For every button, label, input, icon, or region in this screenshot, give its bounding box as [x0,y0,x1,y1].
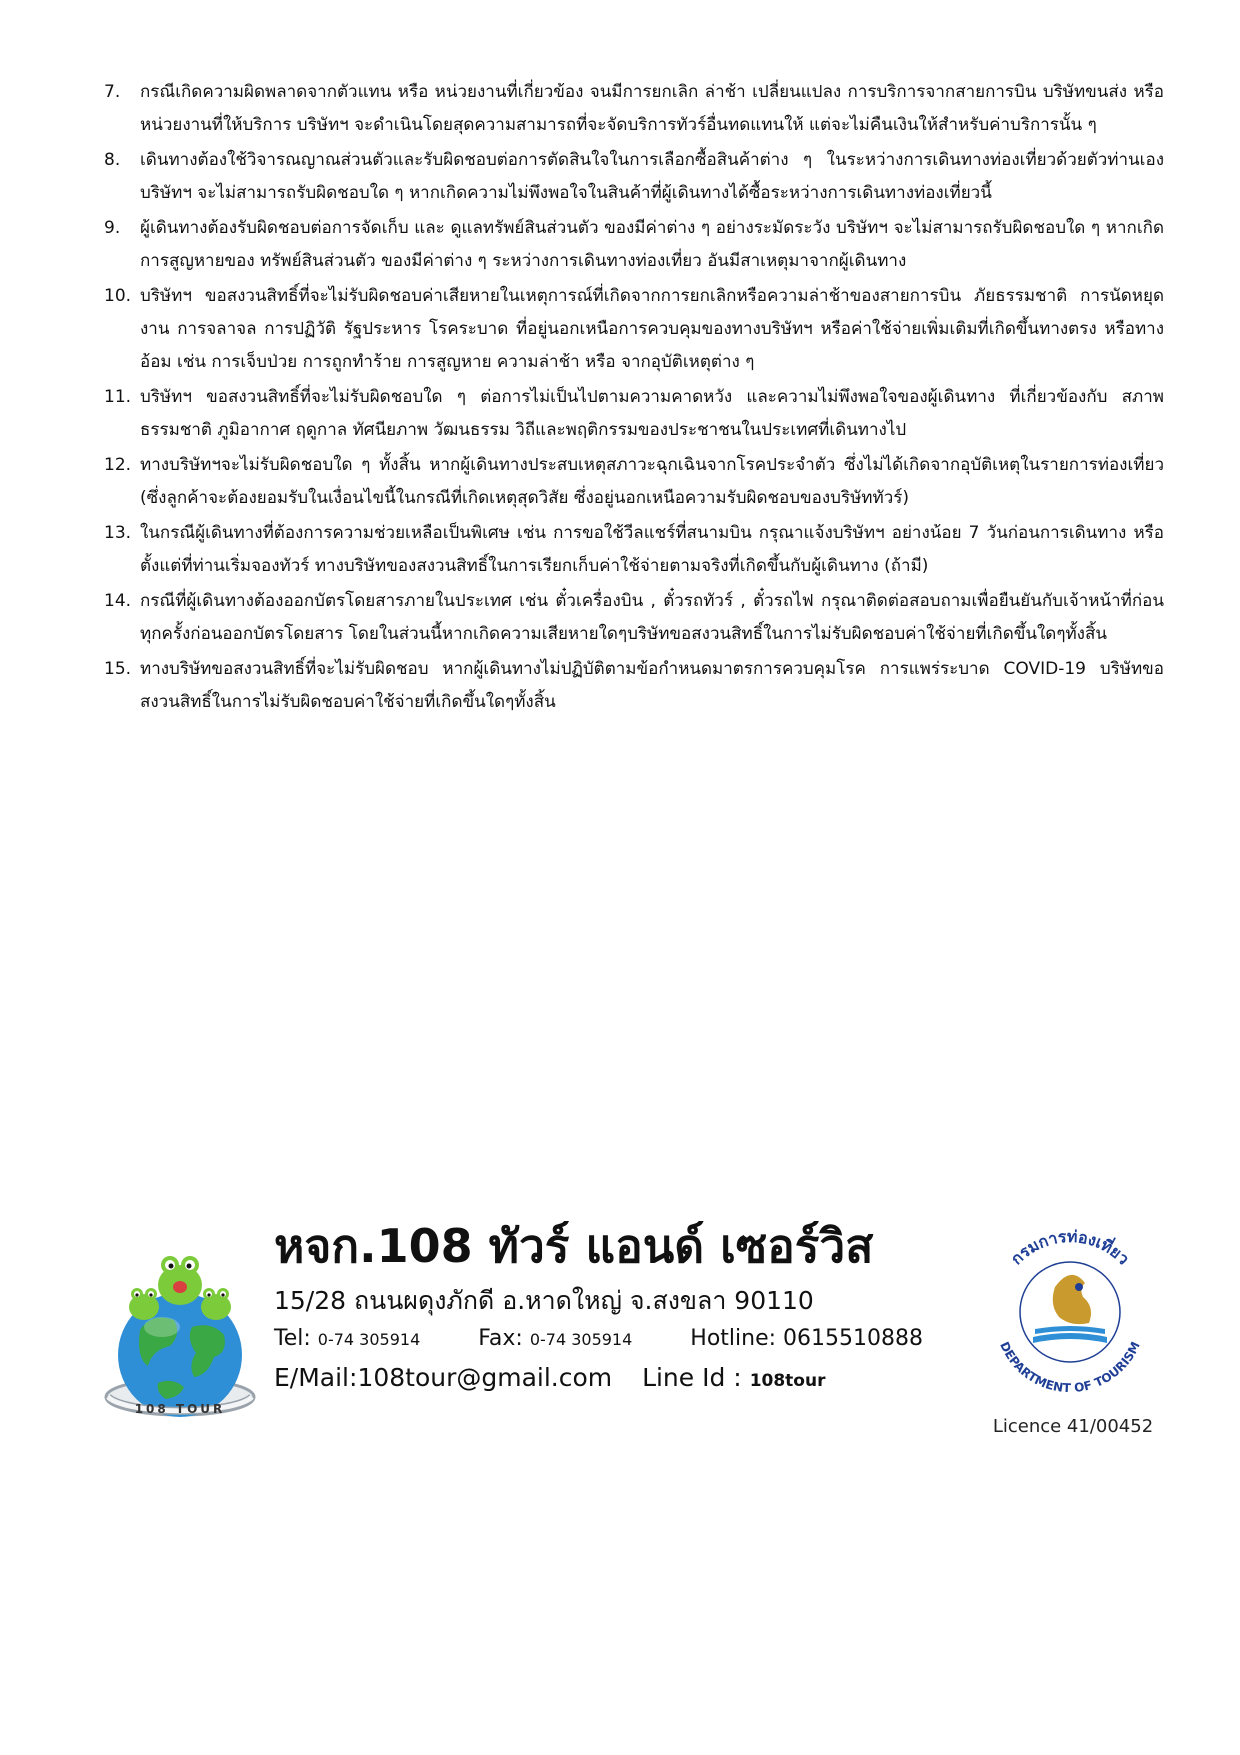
logo-text: 108 TOUR [134,1402,226,1416]
email-value: 108tour@gmail.com [357,1363,613,1392]
term-text: กรณีเกิดความผิดพลาดจากตัวแทน หรือ หน่วยงานที่เกี่ยวข้อง จนมีการยกเลิก ล่าช้า เปลี่ยนแปลง การบริการจากสายการบิน บริษัทขนส่ง หรือ หน่วยงานที่ให้บริการ บริษัทฯ จะดำเนินโดยสุดความสามารถที่จะจัดบริการทัวร์อื่นทดแทนให้ แต่จะไม่คืนเงินให้สำหรับค่าบริการนั้น ๆ [140,82,1164,135]
term-text: เดินทางต้องใช้วิจารณญาณส่วนตัวและรับผิดชอบต่อการตัดสินใจในการเลือกซื้อสินค้าต่าง ๆ ในระหว่างการเดินทางท่องเที่ยวด้วยตัวท่านเอง บริษัทฯ จะไม่สามารถรับผิดชอบใด ๆ หากเกิดความไม่พึงพอใจในสินค้าที่ผู้เดินทางได้ซื้อระหว่างการเดินทางท่องเที่ยวนี้ [140,150,1164,203]
hotline-value: 0615510888 [783,1326,924,1351]
licence-number: Licence 41/00452 [992,1416,1154,1437]
term-number: 15. [104,659,132,679]
term-item [104,449,1164,515]
term-number: 9. [104,218,121,238]
email-label: E/Mail: [274,1363,358,1392]
term-item [104,144,1164,210]
term-text: ทางบริษัทขอสงวนสิทธิ์ที่จะไม่รับผิดชอบ หากผู้เดินทางไม่ปฏิบัติตามข้อกำหนดมาตรการควบคุมโรค การแพร่ระบาด COVID-19 บริษัทขอสงวนสิทธิ์ในการไม่รับผิดชอบค่าใช้จ่ายที่เกิดขึ้นใดๆทั้งสิ้น [140,659,1164,712]
term-text: ในกรณีผู้เดินทางที่ต้องการความช่วยเหลือเป็นพิเศษ เช่น การขอใช้วีลแชร์ที่สนามบิน กรุณาแจ้งบริษัทฯ อย่างน้อย 7 วันก่อนการเดินทาง หรือตั้งแต่ที่ท่านเริ่มจองทัวร์ ทางบริษัทของสงวนสิทธิ์ในการเรียกเก็บค่าใช้จ่ายตามจริงที่เกิดขึ้นกับผู้เดินทาง (ถ้ามี) [140,523,1164,576]
term-number: 10. [104,286,132,306]
company-footer [100,1215,1180,1445]
tel-value: 0-74 305914 [317,1330,421,1349]
term-item [104,381,1164,447]
term-item [104,212,1164,278]
globe-highlight [144,1317,180,1337]
hotline-label: Hotline: [690,1326,777,1351]
seal-emblem-eye [1075,1283,1083,1291]
fax-label: Fax: [478,1326,523,1351]
term-item [104,585,1164,651]
term-number: 14. [104,591,132,611]
term-item [104,653,1164,719]
term-text: กรณีที่ผู้เดินทางต้องออกบัตรโดยสารภายในประเทศ เช่น ตั๋วเครื่องบิน , ตั๋วรถทัวร์ , ตั๋วรถไฟ กรุณาติดต่อสอบถามเพื่อยืนยันกับเจ้าหน้าที่ก่อนทุกครั้งก่อนออกบัตรโดยสาร โดยในส่วนนี้หากเกิดความเสียหายใดๆบริษัทขอสงวนสิทธิ์ในการไม่รับผิดชอบค่าใช้จ่ายที่เกิดขึ้นใดๆทั้งสิ้น [140,591,1164,644]
term-number: 8. [104,150,121,170]
term-text: ผู้เดินทางต้องรับผิดชอบต่อการจัดเก็บ และ ดูแลทรัพย์สินส่วนตัว ของมีค่าต่าง ๆ อย่างระมัดระวัง บริษัทฯ จะไม่สามารถรับผิดชอบใด ๆ หากเกิดการสูญหายของ ทรัพย์สินส่วนตัว ของมีค่าต่าง ๆ ระหว่างการเดินทางท่องเที่ยว อันมีสาเหตุมาจากผู้เดินทาง [140,218,1164,271]
frog-icon [201,1288,231,1320]
seal-text-bottom: DEPARTMENT OF TOURISM [997,1339,1143,1396]
terms-list [104,76,1164,721]
term-text: บริษัทฯ ขอสงวนสิทธิ์ที่จะไม่รับผิดชอบค่าเสียหายในเหตุการณ์ที่เกิดจากการยกเลิกหรือความล่าช้าของสายการบิน ภัยธรรมชาติ การนัดหยุดงาน การจลาจล การปฏิวัติ รัฐประหาร โรคระบาด ที่อยู่นอกเหนือการควบคุมของทางบริษัทฯ หรือค่าใช้จ่ายเพิ่มเติมที่เกิดขึ้นทางตรง หรือทางอ้อม เช่น การเจ็บป่วย การถูกทำร้าย การสูญหาย ความล่าช้า หรือ จากอุบัติเหตุต่าง ๆ [140,286,1164,372]
fax-value: 0-74 305914 [529,1330,633,1349]
term-item [104,280,1164,379]
company-logo [100,1215,260,1435]
contact-phones [274,1321,1014,1358]
tel-label: Tel: [274,1326,311,1351]
company-address: 15/28 ถนนผดุงภักดี อ.หาดใหญ่ จ.สงขลา 90110 [274,1286,814,1315]
term-number: 13. [104,523,132,543]
term-number: 7. [104,82,121,102]
company-info [274,1215,1014,1401]
term-item [104,517,1164,583]
term-number: 12. [104,455,132,475]
seal-text-top: กรมการท่องเที่ยว [1006,1226,1134,1269]
contact-online [274,1358,1014,1401]
lineid-label: Line Id : [642,1363,742,1392]
frog-icon [158,1256,202,1305]
term-text: ทางบริษัทฯจะไม่รับผิดชอบใด ๆ ทั้งสิ้น หากผู้เดินทางประสบเหตุสภาวะฉุกเฉินจากโรคประจำตัว ซึ่งไม่ได้เกิดจากอุบัติเหตุในรายการท่องเที่ยว (ซึ่งลูกค้าจะต้องยอมรับในเงื่อนไขนี้ในกรณีที่เกิดเหตุสุดวิสัย ซึ่งอยู่นอกเหนือความรับผิดชอบของบริษัททัวร์) [140,455,1164,508]
term-item [104,76,1164,142]
term-text: บริษัทฯ ขอสงวนสิทธิ์ที่จะไม่รับผิดชอบใด ๆ ต่อการไม่เป็นไปตามความคาดหวัง และความไม่พึงพอใจของผู้เดินทาง ที่เกี่ยวข้องกับ สภาพธรรมชาติ ภูมิอากาศ ฤดูกาล ทัศนียภาพ วัฒนธรรม วิถีและพฤติกรรมของประชาชนในประเทศที่เดินทางไป [140,387,1164,440]
tourism-seal [975,1217,1165,1407]
company-name: หจก.108 ทัวร์ แอนด์ เซอร์วิส [274,1219,874,1273]
term-number: 11. [104,387,132,407]
frog-icon [129,1288,159,1320]
lineid-value: 108tour [749,1371,826,1391]
